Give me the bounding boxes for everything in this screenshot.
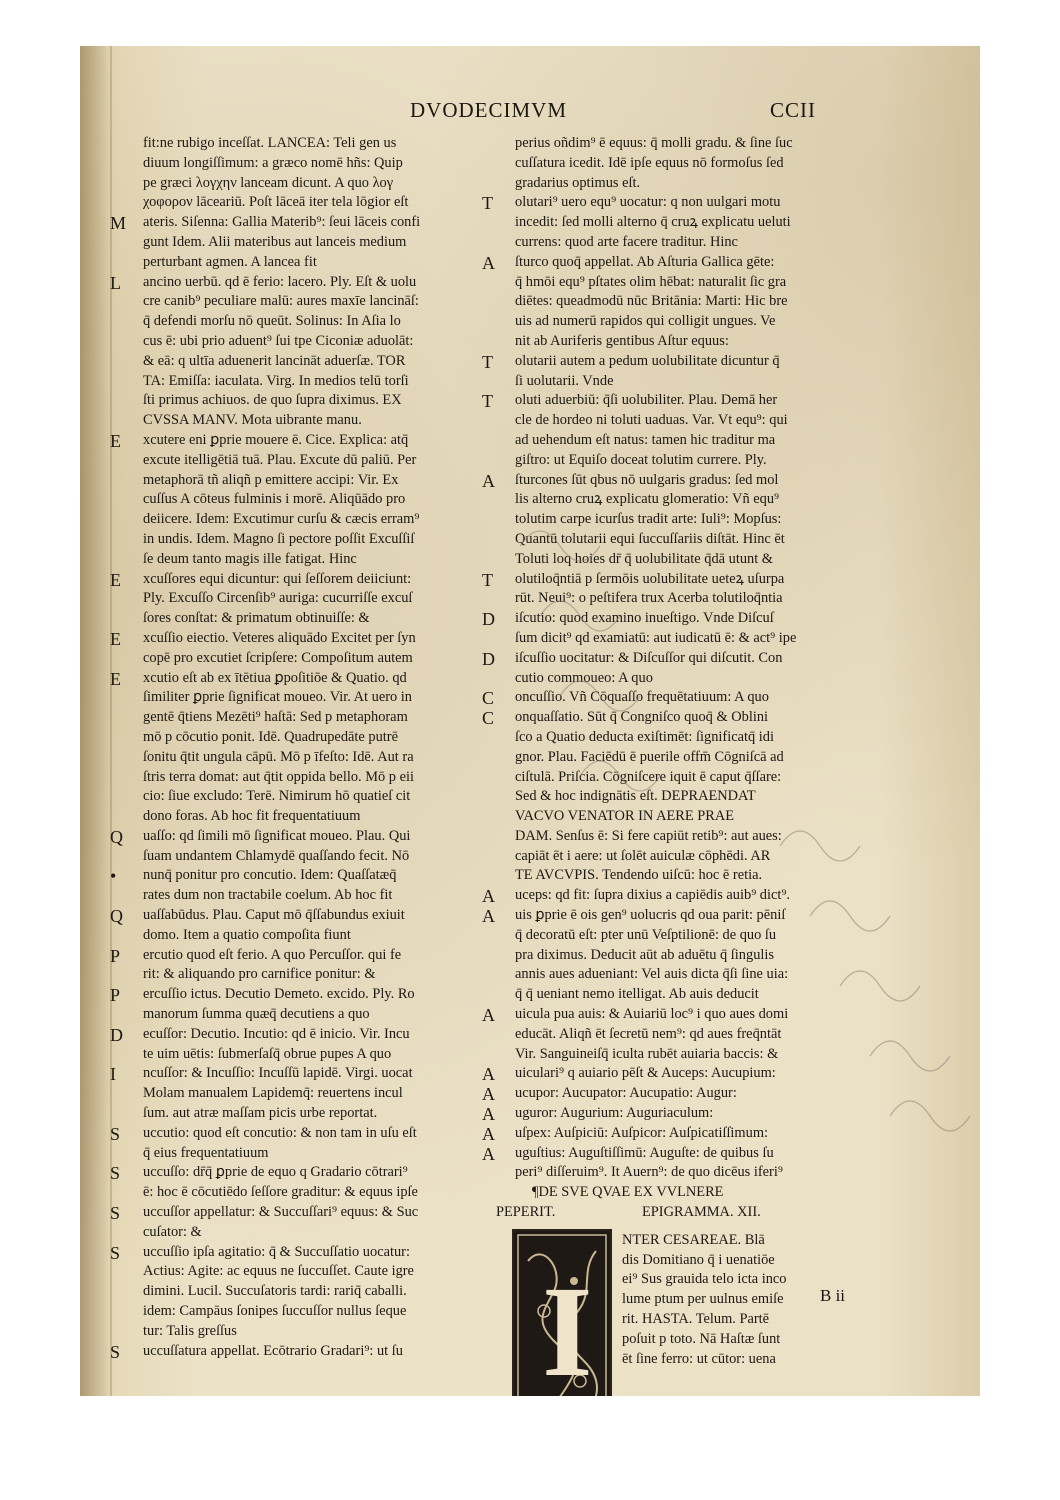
marginal-initial: S (110, 1341, 121, 1362)
marginal-initial: L (110, 272, 121, 293)
left_column-line (110, 1163, 510, 1183)
epigram-line: lume ptum per uulnus emiſe (622, 1291, 784, 1308)
line-text: iſcuſſio uocitatur: & Diſcuſſor qui diſcutit. Con (515, 649, 783, 666)
epigram-number: EPIGRAMMA. XII. (642, 1204, 761, 1221)
line-text: cle de hordeo ni toluti uaduas. Var. Vt equ⁹: qui (515, 412, 788, 429)
line-text: giſtro: ut Equiſo doceat tolutim currere. Ply. (515, 451, 767, 468)
left_column-line (110, 233, 510, 253)
line-text: excute itelligētiā tuā. Plau. Excute dū paliū. Per (143, 451, 417, 468)
line-text: ſimiliter ꝑprie ſignificat moueo. Vir. At uero in (143, 689, 412, 706)
line-text: annis aues adueniant: Vel auis dicta q̄ſi ſine uia: (515, 966, 789, 983)
line-text: gunt Idem. Alii materibus aut lanceis medium (143, 233, 407, 250)
right_column-line (482, 154, 882, 174)
line-text: uccuſſatura appellat. Ecōtrario Gradari⁹: ut ſu (143, 1342, 403, 1359)
line-text: cutio commoueo: A quo (515, 669, 653, 686)
line-text: ſco a Quatio deducta exiſtimēt: ſignificatq̄ idi (515, 728, 774, 745)
right_column-line (482, 886, 882, 906)
left_column-line (110, 1342, 510, 1362)
epigram-line: ēt ſine ferro: ut cūtor: uena (622, 1350, 776, 1367)
marginal-initial: E (110, 430, 121, 451)
line-text: ciſtulā. Priſcia. Cōgniſcere iquit ē caput q̄ſſare: (515, 768, 782, 785)
marginal-initial: A (482, 1143, 495, 1164)
line-text: ſi uolutarii. Vnde (515, 372, 614, 389)
marginal-initial: S (110, 1123, 121, 1144)
marginal-initial: S (110, 1163, 121, 1184)
line-text: DAM. Senſus ē: Si fere capiūt retib⁹: aut aues: (515, 827, 782, 844)
right_column-line (482, 352, 882, 372)
line-text: Molam manualem Lapidemq̄: reuertens incul (143, 1085, 403, 1102)
left_column-line (110, 510, 510, 530)
right_column-line (482, 471, 882, 491)
line-text: uaſſo: qd ſimili mō ſignificat moueo. Plau. Qui (143, 827, 411, 844)
line-text: manorum ſumma quæq̄ decutiens a quo (143, 1006, 370, 1023)
marginal-initial: D (110, 1024, 123, 1045)
line-text: in undis. Idem. Magno ſi pectore poſſit Excuſſiſ (143, 530, 415, 547)
left_column-line (110, 213, 510, 233)
marginal-initial: T (482, 193, 493, 214)
right_column-line (482, 649, 882, 669)
marginal-initial: A (482, 1084, 495, 1105)
line-text: gentē q̄tiens Mezēti⁹ haſtā: Sed p metaphoram (143, 709, 408, 726)
left_column-line (110, 1223, 510, 1243)
right_column-line (482, 1025, 882, 1045)
left_column-line (110, 352, 510, 372)
left_column-line (110, 550, 510, 570)
line-text: cuſſus A cōteus fulminis i morē. Aliqūādo pro (143, 491, 406, 508)
right_column-line (482, 768, 882, 788)
right_column-line (482, 193, 882, 213)
marginal-initial: A (482, 470, 495, 491)
line-text: TA: Emiſſa: iaculata. Virg. In medios telū torſi (143, 372, 409, 389)
marginal-initial: T (482, 351, 493, 372)
right_column-line (482, 490, 882, 510)
left_column-line (110, 1104, 510, 1124)
line-text: lis alterno cruꝝ explicatu glomeratio: Vñ equ⁹ (515, 491, 780, 508)
line-text: & eā: q ultīa aduenerit lancināt aduerſæ. TOR (143, 352, 406, 369)
line-text: uicula pua auis: & Auiariū loc⁹ i quo aues domi (515, 1006, 789, 1023)
right_column-line (482, 134, 882, 154)
line-text: capiāt ēt i aere: ut ſolēt auiculæ cōphēdi. AR (515, 847, 771, 864)
line-text: copē pro excutiet ſcripſere: Compoſitum autem (143, 649, 413, 666)
line-text: onquaſſatio. Sūt q̄ Congniſco quoq̄ & Oblini (515, 709, 769, 726)
right_column-line (482, 748, 882, 768)
initial-letter: I (542, 1259, 593, 1396)
line-text: cuſator: & (143, 1223, 202, 1240)
marginal-initial: S (110, 1242, 121, 1263)
marginal-initial: A (482, 1005, 495, 1025)
epigram-title-line-1 (482, 1183, 882, 1203)
left_column-line (110, 411, 510, 431)
left_column-line (110, 708, 510, 728)
left_column-line (110, 985, 510, 1005)
right_column-line (482, 451, 882, 471)
line-text: ſum dicit⁹ qd examiatū: aut iudicatū ē: & act⁹ ipe (515, 629, 797, 646)
line-text: olutiloq̄ntiā p ſermōis uolubilitate ueteꝝ uſurpa (515, 570, 785, 587)
right_column-line (482, 965, 882, 985)
line-text: Actius: Agite: ac equus ne ſuccuſſet. Caute igre (143, 1263, 414, 1280)
book-page (80, 46, 980, 1396)
right_column-line (482, 312, 882, 332)
line-text: Ply. Excuſſo Circenſib⁹ auriga: cucurriſſe excuſ (143, 590, 413, 607)
right_column-line (482, 431, 882, 451)
line-text: olutari⁹ uero equ⁹ uocatur: q non uulgari motu (515, 194, 781, 211)
line-text: gnor. Plau. Faciēdū ē puerile offm̄ Cōgniſcā ad (515, 748, 784, 765)
right-column-lines (482, 134, 882, 1183)
left_column-line (110, 471, 510, 491)
line-text: ſum. aut atræ maſſam picis urbe reportat. (143, 1105, 378, 1122)
line-text: diuum longiſſimum: a græco nomē hñs: Quip (143, 154, 403, 171)
right_column-line (482, 570, 882, 590)
marginal-initial: T (482, 391, 493, 412)
left_column-line (110, 1262, 510, 1282)
line-text: uiculari⁹ q auiario pēſt & Auceps: Aucupium: (515, 1065, 776, 1082)
right-column (482, 134, 882, 1396)
line-text: cuſſatura icedit. Idē ipſe equus nō formoſus ſed (515, 154, 784, 171)
right_column-line (482, 372, 882, 392)
line-text: ſuam undantem Chlamydē quaſſando fecit. Nō (143, 847, 410, 864)
line-text: ancino uerbū. qd ē ferio: lacero. Ply. Eſt & uolu (143, 273, 417, 290)
line-text: rates dum non tractabile coelum. Ab hoc fit (143, 887, 393, 904)
left_column-line (110, 827, 510, 847)
left_column-line (110, 451, 510, 471)
line-text: ateris. Siſenna: Gallia Materib⁹: ſeui lāceis confi (143, 214, 421, 231)
line-text: educāt. Aliqñ ēt ſecretū nem⁹: qd aues freq̄ntāt (515, 1025, 782, 1042)
right_column-line (482, 233, 882, 253)
left_column-line (110, 372, 510, 392)
line-text: CVSSA MANV. Mota uibrante manu. (143, 412, 362, 429)
line-text: mō p cōcutio ponit. Idē. Quadrupedāte putrē (143, 728, 398, 745)
left_column-line (110, 748, 510, 768)
left_column-line (110, 886, 510, 906)
line-text: ſturco quoq̄ appellat. Ab Aſturia Gallica gēte: (515, 253, 775, 270)
left_column-line (110, 570, 510, 590)
epigram-line: poſuit p toto. Nā Haſtæ ſunt (622, 1330, 781, 1347)
left_column-line (110, 391, 510, 411)
line-text: oluti aduerbiū: q̄ſi uolubiliter. Plau. Demā her (515, 392, 778, 409)
epigram-title: ¶DE SVE QVAE EX VVLNERE (532, 1184, 724, 1201)
marginal-initial: T (482, 569, 493, 590)
left_column-line (110, 134, 510, 154)
line-text: gradarius optimus eſt. (515, 174, 641, 191)
epigram-line: dis Domitiano q̄ i uenatiōe (622, 1251, 775, 1268)
line-text: uguror: Augurium: Auguriaculum: (515, 1105, 714, 1122)
right_column-line (482, 847, 882, 867)
line-text: ē: hoc ē cōcutiēdo ſeſſore graditur: & equus ipſe (143, 1184, 418, 1201)
right_column-line (482, 292, 882, 312)
left_column-line (110, 649, 510, 669)
right_column-line (482, 1084, 882, 1104)
line-text: metaphorā tñ aliqñ p emittere accipi: Vir. Ex (143, 471, 399, 488)
line-text: q̄ q̄ ueniant nemo itelligat. Ab auis deducit (515, 986, 759, 1003)
folio-number: CCII (770, 98, 816, 122)
marginal-initial: A (482, 886, 495, 907)
left_column-line (110, 609, 510, 629)
line-text: ſonitu q̄tit ungula cāpū. Mō p īfeſto: Idē. Aut ra (143, 748, 414, 765)
right_column-line (482, 866, 882, 886)
left_column-line (110, 669, 510, 689)
right_column-line (482, 1163, 882, 1183)
left_column-line (110, 926, 510, 946)
line-text: q̄ defendi morſu nō queūt. Solinus: In Aſia lo (143, 313, 401, 330)
marginal-initial: E (110, 569, 121, 590)
right_column-line (482, 669, 882, 689)
right_column-line (482, 926, 882, 946)
left_column-line (110, 1144, 510, 1164)
right_column-line (482, 530, 882, 550)
line-text: ſtris terra domat: aut q̄tit oppida bello. Mō p eii (143, 768, 414, 785)
right_column-line (482, 213, 882, 233)
line-text: tur: Talis greſſus (143, 1322, 237, 1339)
right_column-line (482, 688, 882, 708)
left_column-line (110, 1064, 510, 1084)
line-text: cre canib⁹ peculiare malū: aures maxīe lancināſ: (143, 293, 419, 310)
line-text: idem: Campāus ſonipes ſuccuſſor nullus ſeque (143, 1303, 407, 1320)
left_column-line (110, 906, 510, 926)
line-text: cio: ſiue excludo: Terē. Nimirum hō quatieſ cit (143, 788, 411, 805)
left_column-line (110, 688, 510, 708)
left_column-line (110, 787, 510, 807)
marginal-initial: I (110, 1064, 116, 1085)
right_column-line (482, 827, 882, 847)
line-text: uguſtius: Auguſtiſſimū: Auguſte: de quibus ſu (515, 1144, 774, 1161)
marginal-initial: C (482, 688, 495, 709)
line-text: rūt. Neui⁹: o peſtifera trux Acerba tolutiloq̄ntia (515, 590, 783, 607)
right_column-line (482, 1144, 882, 1164)
left_column-line (110, 1282, 510, 1302)
left_column-line (110, 253, 510, 273)
marginal-initial: A (482, 1104, 495, 1124)
left_column-line (110, 847, 510, 867)
left_column-line (110, 629, 510, 649)
left_column-line (110, 866, 510, 886)
line-text: fit:ne rubigo inceſſat. LANCEA: Teli gen us (143, 135, 397, 151)
line-text: iſcutio: quod examino inueſtigo. Vnde Diſcuſ (515, 610, 774, 627)
right_column-line (482, 609, 882, 629)
right_column-line (482, 728, 882, 748)
left_column-line (110, 589, 510, 609)
line-text: domo. Item a quatio compoſita fiunt (143, 926, 351, 943)
left_column-line (110, 154, 510, 174)
line-text: uſpex: Auſpiciū: Auſpicor: Auſpicatiſſimum: (515, 1124, 769, 1141)
right_column-line (482, 1104, 882, 1124)
page-header (80, 98, 980, 128)
line-text: peri⁹ diſſeruim⁹. It Auern⁹: de quo dicēus iferi⁹ (515, 1164, 783, 1181)
marginal-initial: D (482, 648, 495, 669)
right_column-line (482, 273, 882, 293)
signature-mark: B ii (820, 1286, 846, 1305)
line-text: ercuſſio ictus. Decutio Demeto. excido. Ply. Ro (143, 986, 415, 1003)
line-text: ad uehendum eſt natus: tamen hic traditur ma (515, 431, 776, 448)
left_column-line (110, 1243, 510, 1263)
left_column-line (110, 768, 510, 788)
left_column-line (110, 1005, 510, 1025)
line-text: rit: & aliquando pro carnifice ponitur: & (143, 966, 376, 983)
right_column-line (482, 1064, 882, 1084)
marginal-initial: E (110, 668, 121, 689)
right_column-line (482, 1005, 882, 1025)
left_column-line (110, 1045, 510, 1065)
left_column-line (110, 174, 510, 194)
right_column-line (482, 174, 882, 194)
line-text: diētes: queadmodū nūc Britānia: Marti: Hic bre (515, 293, 788, 310)
line-text: ecuſſor: Decutio. Incutio: qd ē inicio. Vir. Incu (143, 1025, 410, 1042)
line-text: deiicere. Idem: Excutimur curſu & cæcis erram⁹ (143, 511, 420, 528)
edge-stain (80, 46, 110, 1396)
right_column-line (482, 589, 882, 609)
left_column-line (110, 807, 510, 827)
left_column-line (110, 490, 510, 510)
marginal-initial: A (482, 906, 495, 926)
line-text: olutarii autem a pedum uolubilitate dicuntur q̄ (515, 352, 780, 369)
line-text: ſores conſtat: & primatum obtinuiſſe: & (143, 610, 370, 627)
line-text: q̄ decoratū eſt: pter unū Veſptilionē: de quo ſu (515, 926, 777, 943)
left_column-line (110, 292, 510, 312)
right_column-line (482, 946, 882, 966)
right_column-line (482, 1045, 882, 1065)
left_column-line (110, 1203, 510, 1223)
line-text: nunq̄ ponitur pro concutio. Idem: Quaſſatæq̄ (143, 867, 397, 884)
line-text: uis ꝑprie ē ois gen⁹ uolucris qd oua parit: pēniſ (515, 907, 786, 924)
epigram-line: ei⁹ Sus grauida telo icta inco (622, 1271, 787, 1288)
line-text: pra diximus. Deducit aūt ab aduētu q̄ ſingulis (515, 946, 774, 963)
line-text: xcutio eſt ab ex ītētiua ꝑpoſitiōe & Quatio. qd (143, 669, 407, 686)
marginal-initial: Q (110, 906, 123, 926)
left_column-line (110, 965, 510, 985)
epigram-title-line-2 (482, 1203, 882, 1223)
line-text: ſe deum tanto magis ille fatigat. Hinc (143, 550, 357, 567)
left_column-line (110, 312, 510, 332)
line-text: uccutio: quod eſt concutio: & non tam in uſu eſt (143, 1124, 417, 1141)
line-text: perius oñdim⁹ ē equus: q̄ molli gradu. & ſine ſuc (515, 135, 793, 151)
line-text: xcuſſio eiectio. Veteres aliquādo Excitet per ſyn (143, 629, 416, 646)
line-text: uccuſſio ipſa agitatio: q̄ & Succuſſatio uocatur: (143, 1243, 410, 1260)
marginal-initial: P (110, 985, 121, 1006)
line-text: ncuſſor: & Incuſſio: Incuſſū lapidē. Virgi. uocat (143, 1065, 413, 1082)
marginal-initial: S (110, 1203, 121, 1223)
line-text: te uim uētis: ſubmerſaſq̄ obrue pupes A quo (143, 1045, 392, 1062)
epigram-title-left: PEPERIT. (496, 1204, 556, 1221)
left_column-line (110, 332, 510, 352)
line-text: pe græci λογχην lanceam dicunt. A quo λογ (143, 174, 394, 191)
line-text: uceps: qd fit: ſupra dixius a capiēdis auib⁹ dict⁹. (515, 887, 790, 904)
left_column-line (110, 1302, 510, 1322)
decorated-initial (512, 1229, 612, 1396)
line-text: xcuſſores equi dicuntur: qui ſeſſorem deiiciunt: (143, 570, 412, 587)
line-text: incedit: ſed molli alterno q̄ cruꝝ explicatu ueluti (515, 214, 791, 231)
left_column-line (110, 1183, 510, 1203)
right_column-line (482, 411, 882, 431)
right_column-line (482, 629, 882, 649)
marginal-initial: A (482, 1064, 495, 1085)
left_column-line (110, 530, 510, 550)
line-text: dimini. Lucil. Succuſatoris tardi: rariq̄ caballi. (143, 1283, 407, 1300)
left_column-line (110, 1025, 510, 1045)
marginal-initial: A (482, 252, 495, 273)
running-head: DVODECIMVM (410, 98, 567, 122)
line-text: q̄ eius frequentatiuum (143, 1144, 269, 1161)
line-text: VACVO VENATOR IN AERE PRAE (515, 808, 735, 825)
line-text: nit ab Auriferis gentibus Aſtur equus: (515, 332, 729, 349)
left_column-line (110, 728, 510, 748)
left_column-line (110, 946, 510, 966)
right_column-line (482, 550, 882, 570)
line-text: uccuſſo: dr̄q̄ ꝑprie de equo q Gradario cōtrari⁹ (143, 1164, 408, 1181)
marginal-initial: E (110, 628, 121, 649)
marginal-initial: P (110, 945, 121, 966)
left_column-line (110, 1322, 510, 1342)
right_column-line (482, 906, 882, 926)
line-text: Toluti loq hoies dr̄ q̄ uolubilitate q̄dā utunt & (515, 550, 773, 567)
marginal-initial: • (110, 866, 117, 887)
marginal-initial: A (482, 1123, 495, 1144)
line-text: uccuſſor appellatur: & Succuſſari⁹ equus: & Suc (143, 1204, 419, 1221)
epigram-block (482, 1223, 882, 1396)
line-text: χοφορον lāceariū. Poſt lāceā iter tela lōgior eſt (143, 194, 409, 211)
right_column-line (482, 253, 882, 273)
line-text: currens: quod arte facere traditur. Hinc (515, 233, 738, 250)
line-text: xcutere eni ꝑprie mouere ē. Cice. Explica: atq̄ (143, 431, 409, 448)
epigram-line: NTER CESAREAE. Blā (622, 1231, 765, 1248)
line-text: uis ad numerū rapidos qui colligit ungues. Ve (515, 313, 776, 330)
right_column-line (482, 1124, 882, 1144)
line-text: q̄ hmōi equ⁹ pſtates olim hēbat: naturalit ſic gra (515, 273, 787, 290)
left_column-line (110, 193, 510, 213)
line-text: tolutim carpe icurſus tradit arte: Iuli⁹: Mopſus: (515, 511, 782, 528)
line-text: ercutio quod eſt ferio. A quo Percuſſor. qui fe (143, 946, 402, 963)
right_column-line (482, 510, 882, 530)
right_column-line (482, 332, 882, 352)
marginal-initial: Q (110, 826, 123, 847)
left_column-line (110, 1124, 510, 1144)
right_column-line (482, 807, 882, 827)
right_column-line (482, 787, 882, 807)
line-text: oncuſſio. Vñ Cōquaſſo frequētatiuum: A quo (515, 689, 769, 706)
left-column (110, 134, 510, 1361)
line-text: Sed & hoc indignātis eſt. DEPRAENDAT (515, 788, 756, 805)
right_column-line (482, 708, 882, 728)
left_column-line (110, 431, 510, 451)
left_column-line (110, 1084, 510, 1104)
line-text: TE AVCVPIS. Tendendo uiſcū: hoc ē retia. (515, 867, 763, 884)
line-text: ſturcones ſūt qbus nō uulgaris gradus: ſed mol (515, 471, 779, 488)
line-text: perturbant agmen. A lancea fit (143, 253, 317, 270)
line-text: Vir. Sanguineiſq̄ iculta rubēt auiaria baccis: & (515, 1045, 779, 1062)
marginal-initial: D (482, 609, 495, 629)
epigram-line: rit. HASTA. Telum. Partē (622, 1311, 770, 1328)
right_column-line (482, 985, 882, 1005)
line-text: dono foras. Ab hoc fit frequentatiuum (143, 808, 361, 825)
marginal-initial: M (110, 213, 127, 233)
marginal-initial: C (482, 708, 495, 728)
line-text: Quantū tolutarii equi ſuccuſſariis diſtāt. Hinc ēt (515, 530, 785, 547)
line-text: cus ē: ubi prio aduent⁹ ſui tpe Ciconiæ aduolāt: (143, 332, 414, 349)
line-text: uaſſabūdus. Plau. Caput mō q̄ſſabundus exiuit (143, 907, 405, 924)
left_column-line (110, 273, 510, 293)
right_column-line (482, 391, 882, 411)
line-text: ucupor: Aucupator: Aucupatio: Augur: (515, 1085, 737, 1102)
line-text: ſti primus achiuos. de quo ſupra diximus. EX (143, 392, 402, 409)
